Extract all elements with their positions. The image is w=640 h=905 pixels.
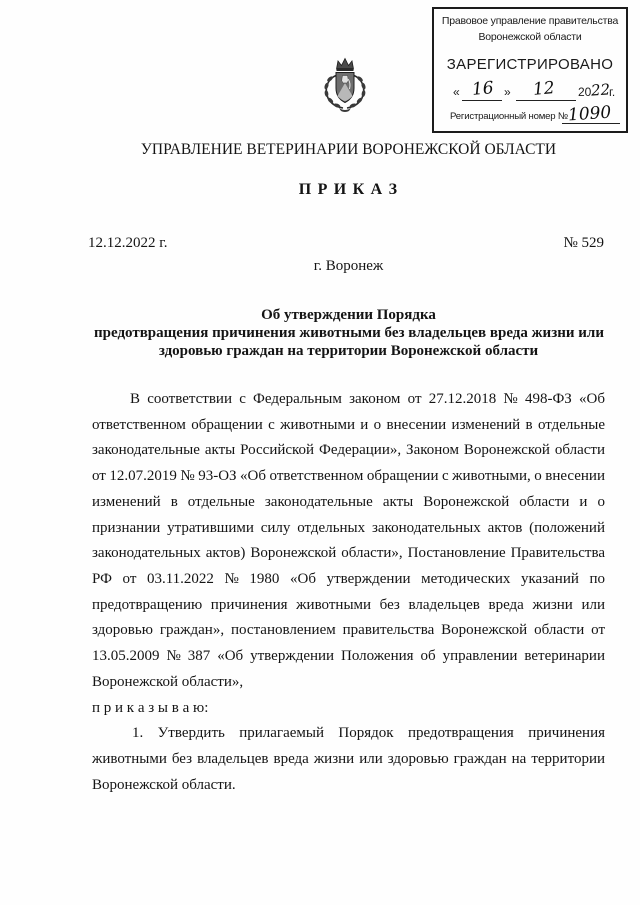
item1-line-text: животными без владельцев вреда жизни или здоровью граждан на территории bbox=[92, 751, 605, 768]
leaf bbox=[324, 90, 329, 97]
preamble-line-text: признании утратившими силу отдельных законодательных актов (положений bbox=[92, 519, 605, 536]
agency-name: УПРАВЛЕНИЕ ВЕТЕРИНАРИИ ВОРОНЕЖСКОЙ ОБЛАСТИ bbox=[140, 141, 557, 158]
order-title-text: предотвращения причинения животными без владельцев вреда жизни или bbox=[94, 325, 604, 341]
preamble-line bbox=[92, 593, 605, 619]
stamp-status: ЗАРЕГИСТРИРОВАНО bbox=[446, 56, 614, 73]
leaf bbox=[361, 90, 366, 97]
preamble-line-text: законодательных актов) Воронежской области», Постановление Правительства bbox=[92, 545, 605, 562]
preamble-line bbox=[92, 438, 605, 464]
preamble-line-text: Воронежской области», bbox=[92, 673, 244, 690]
preamble-line-text: законодательные акты Российской Федерации», Законом Воронежской области bbox=[92, 442, 605, 459]
order-title-text: Об утверждении Порядка bbox=[261, 307, 436, 323]
item1-line bbox=[92, 747, 605, 773]
order-title-line2 bbox=[94, 324, 604, 342]
order-title-line3 bbox=[92, 342, 605, 360]
order-title-text: здоровью граждан на территории Воронежской области bbox=[158, 343, 539, 359]
preamble-line bbox=[92, 516, 605, 542]
stamp-year-printed: 20 bbox=[578, 85, 592, 99]
stamp-quote-close: » bbox=[504, 85, 511, 99]
preamble-line-text: В соответствии с Федеральным законом от 27.12.2018 № 498-ФЗ «Об bbox=[130, 391, 605, 407]
preamble-line-text: РФ от 03.11.2022 № 1980 «Об утверждении методических указаний по bbox=[92, 571, 605, 588]
item1-line-text: Воронежской области. bbox=[92, 776, 236, 793]
item1-line bbox=[92, 721, 605, 747]
jug bbox=[342, 76, 349, 84]
order-word bbox=[92, 696, 605, 722]
stamp-month-underline bbox=[516, 100, 576, 101]
stamp-month-handwritten: 12 bbox=[532, 78, 556, 100]
preamble-line bbox=[92, 413, 605, 439]
crown-band bbox=[337, 68, 354, 71]
preamble-line-text: от 12.07.2019 № 93-ОЗ «Об ответственном обращении с животными, о внесении bbox=[92, 468, 605, 485]
stamp-authority-line1: Правовое управление правительства bbox=[441, 15, 619, 27]
preamble-line-text: изменений в отдельные законодательные акты Воронежской области и о bbox=[92, 493, 605, 510]
stamp-quote-open: « bbox=[453, 85, 460, 99]
ribbon bbox=[339, 108, 351, 112]
preamble-line-text: здоровью граждан», постановлением правительства Воронежской области от bbox=[92, 622, 605, 639]
stamp-registration-label: Регистрационный номер № bbox=[450, 111, 568, 122]
item1-line-text: 1. Утвердить прилагаемый Порядок предотвращения причинения bbox=[132, 725, 605, 742]
city: г. Воронеж bbox=[313, 258, 384, 274]
stamp-day-underline bbox=[462, 100, 502, 101]
preamble-line bbox=[92, 541, 605, 567]
stamp-year-handwritten: 22 bbox=[590, 80, 611, 100]
order-date: 12.12.2022 г. bbox=[88, 235, 168, 251]
document-type: П Р И К А З bbox=[298, 181, 399, 198]
crown bbox=[337, 59, 354, 72]
preamble-line bbox=[92, 644, 605, 670]
order-body bbox=[92, 387, 605, 799]
shield bbox=[336, 73, 354, 103]
preamble-line-text: 13.05.2009 № 387 «Об утверждении Положения об управлении ветеринарии bbox=[92, 648, 605, 665]
preamble-line bbox=[92, 387, 605, 413]
preamble-line bbox=[92, 670, 605, 696]
crown-top bbox=[337, 59, 354, 70]
preamble-line-text: предотвращению причинения животными без владельцев вреда жизни или bbox=[92, 596, 605, 613]
item1-line bbox=[92, 773, 605, 799]
order-number: № 529 bbox=[563, 235, 604, 251]
coat-of-arms-icon bbox=[315, 55, 375, 115]
stamp-registration-number-handwritten: 1090 bbox=[567, 102, 612, 126]
preamble-line-text: ответственном обращении с животными и о внесении изменений в отдельные bbox=[92, 416, 605, 433]
preamble-line bbox=[92, 490, 605, 516]
stamp-registration-underline bbox=[562, 123, 620, 124]
stamp-year-suffix: г. bbox=[609, 85, 616, 99]
registration-stamp bbox=[432, 7, 628, 133]
order-title-line1 bbox=[92, 306, 605, 324]
stamp-day-handwritten: 16 bbox=[471, 78, 495, 100]
order-word-text: п р и к а з ы в а ю: bbox=[92, 699, 209, 716]
preamble-line bbox=[92, 464, 605, 490]
preamble-line bbox=[92, 618, 605, 644]
stamp-authority-line2: Воронежской области bbox=[478, 31, 582, 43]
preamble-line bbox=[92, 567, 605, 593]
